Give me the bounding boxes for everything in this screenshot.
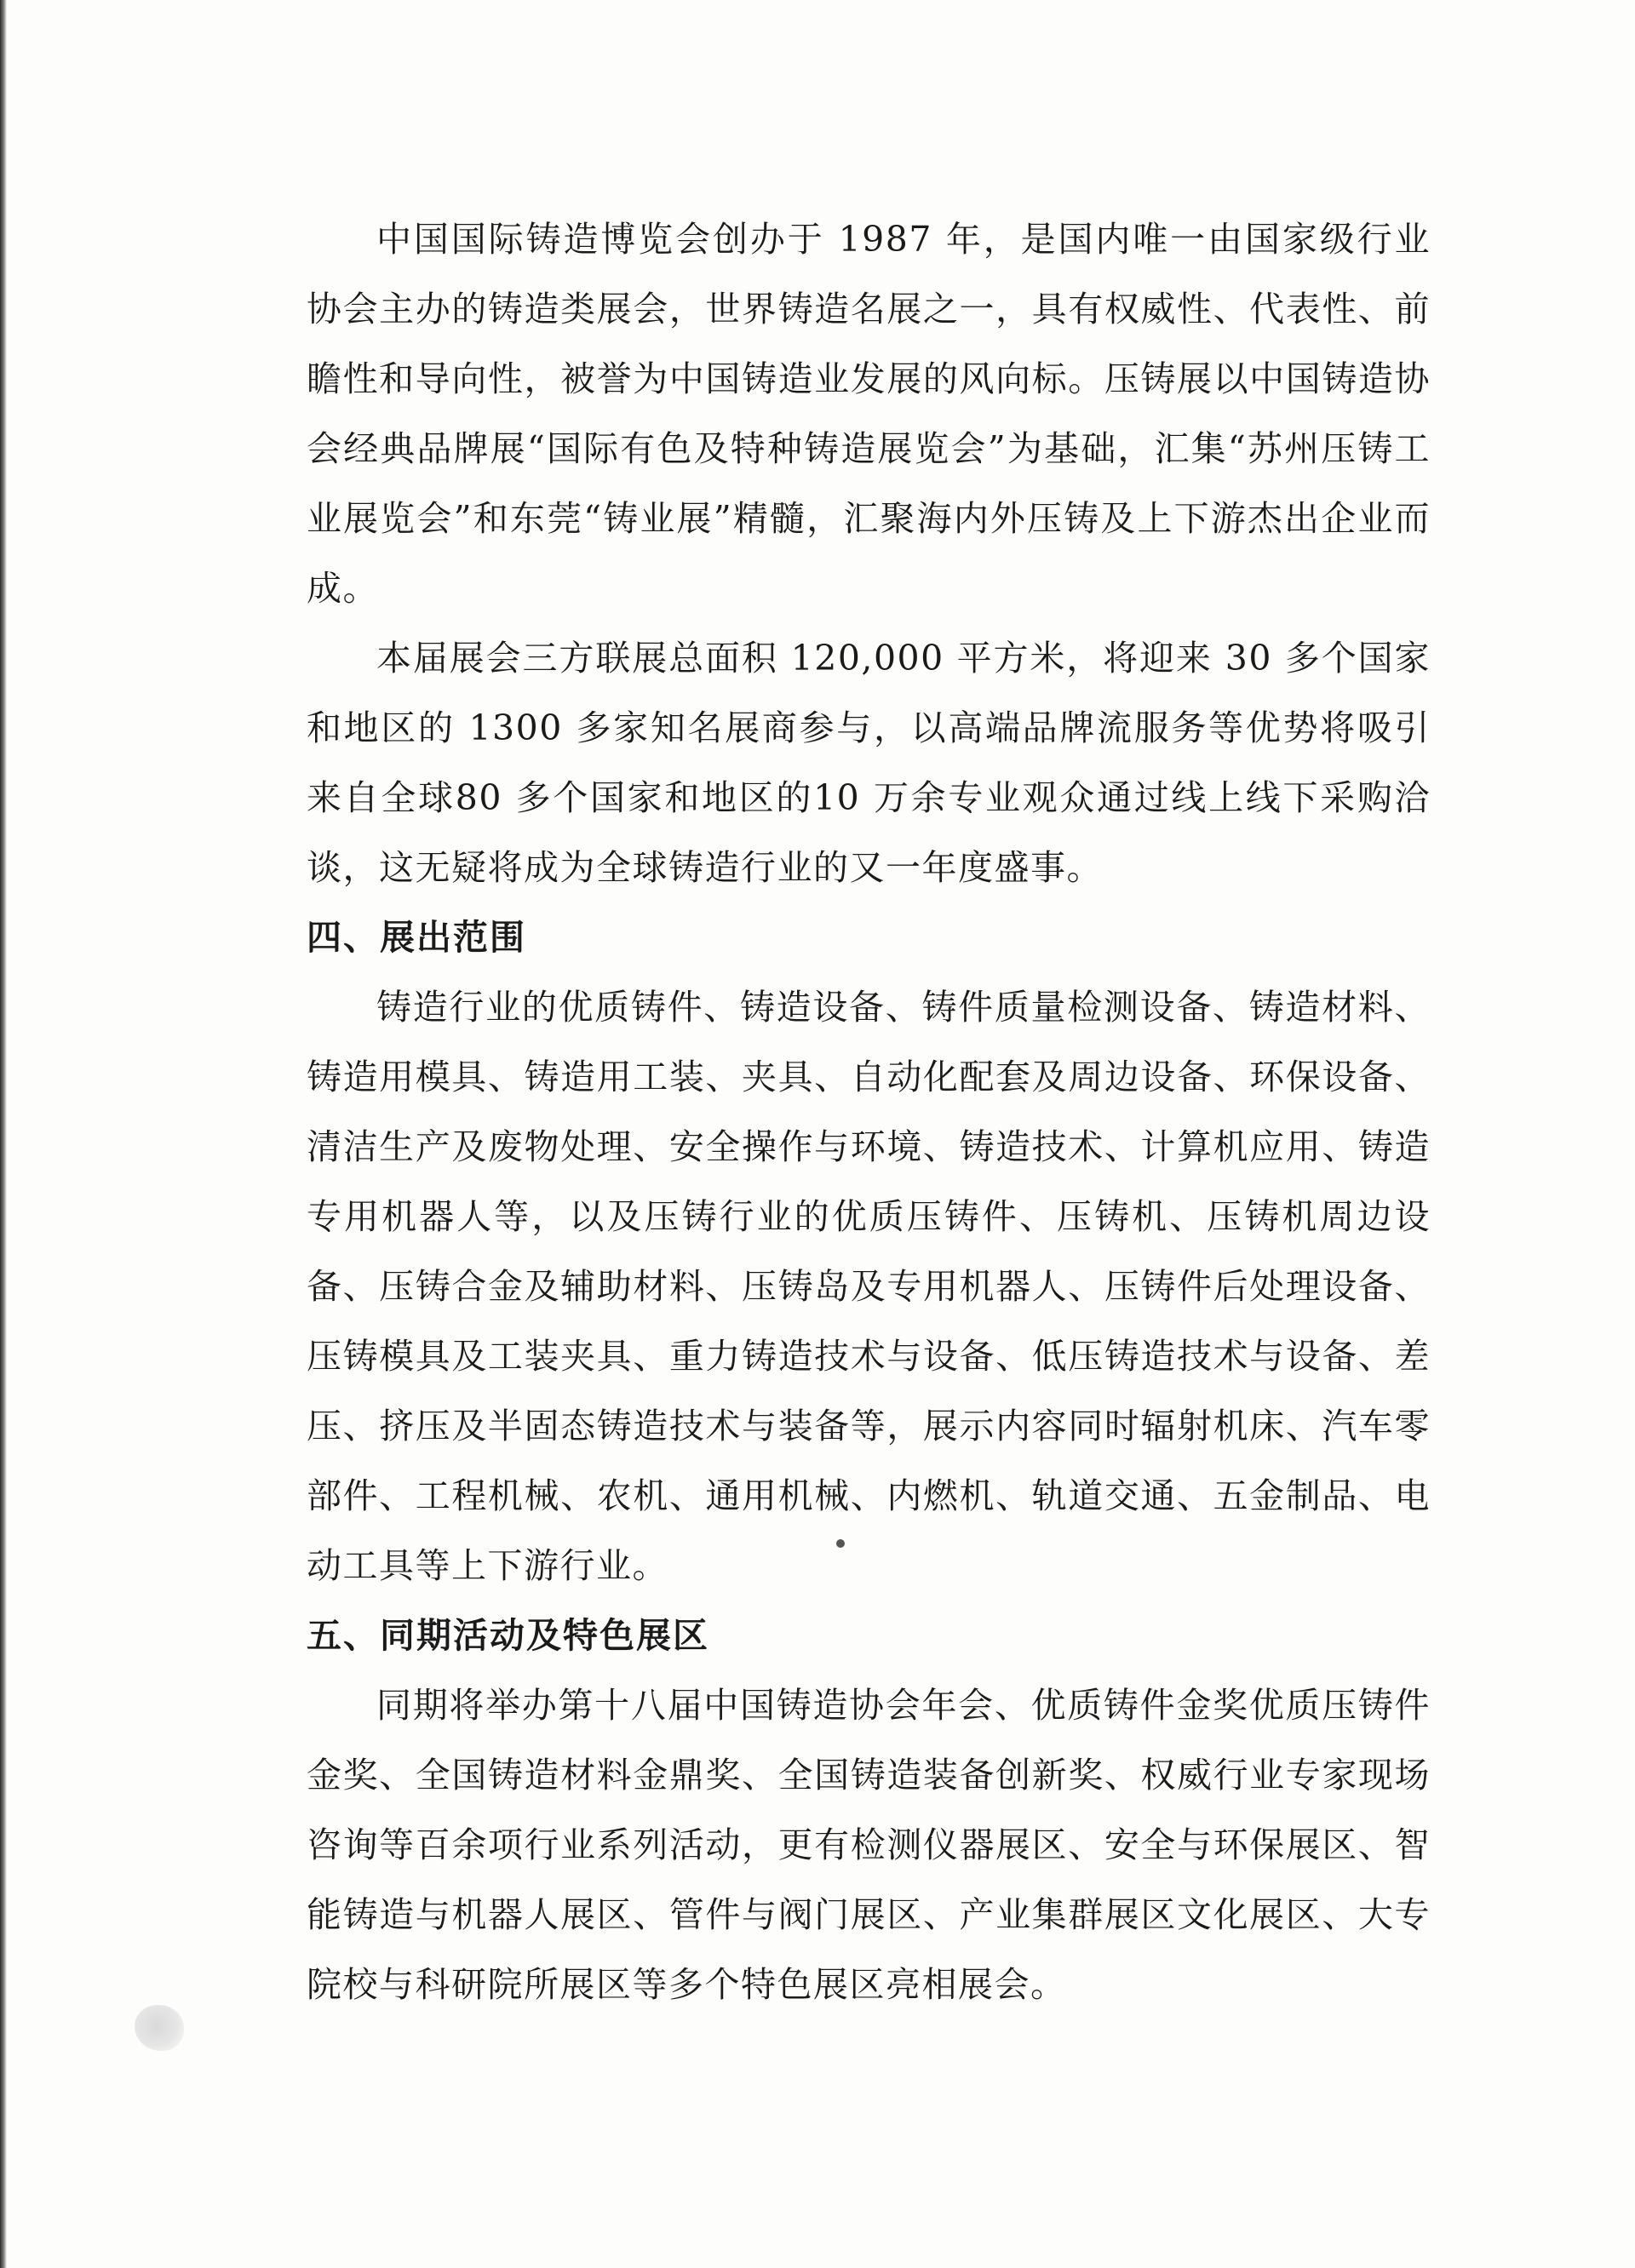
paragraph-expo-intro: 中国国际铸造博览会创办于 1987 年，是国内唯一由国家级行业协会主办的铸造类展会，世界铸造名展之一，具有权威性、代表性、前瞻性和导向性，被誉为中国铸造业发展的风向标。压铸展以中国铸造协会经典品牌展“国际有色及特种铸造展览会”为基础，汇集“苏州压铸工业展览会”和东莞“铸业展”精髓，汇聚海内外压铸及上下游杰出企业而成。: [307, 219, 1431, 609]
scan-smudge: [135, 2005, 184, 2051]
section-heading-exhibit-scope: 四、展出范围: [307, 917, 526, 958]
section-heading-concurrent-events: 五、同期活动及特色展区: [307, 1615, 709, 1656]
paragraph-expo-scale: 本届展会三方联展总面积 120,000 平方米，将迎来 30 多个国家和地区的 1300 多家知名展商参与，以高端品牌流服务等优势将吸引来自全球80 多个国家和地区的10 万余专业观众通过线上线下采购洽谈，这无疑将成为全球铸造行业的又一年度盛事。: [307, 638, 1431, 888]
scan-speck: [836, 1539, 845, 1548]
scan-edge-shadow: [0, 0, 7, 2268]
paragraph-concurrent-events: 同期将举办第十八届中国铸造协会年会、优质铸件金奖优质压铸件金奖、全国铸造材料金鼎奖、全国铸造装备创新奖、权威行业专家现场咨询等百余项行业系列活动，更有检测仪器展区、安全与环保展区、智能铸造与机器人展区、管件与阀门展区、产业集群展区文化展区、大专院校与科研院所展区等多个特色展区亮相展会。: [307, 1685, 1431, 2005]
document-body: [307, 204, 1431, 2019]
paragraph-exhibit-scope: 铸造行业的优质铸件、铸造设备、铸件质量检测设备、铸造材料、铸造用模具、铸造用工装、夹具、自动化配套及周边设备、环保设备、清洁生产及废物处理、安全操作与环境、铸造技术、计算机应用、铸造专用机器人等，以及压铸行业的优质压铸件、压铸机、压铸机周边设备、压铸合金及辅助材料、压铸岛及专用机器人、压铸件后处理设备、压铸模具及工装夹具、重力铸造技术与设备、低压铸造技术与设备、差压、挤压及半固态铸造技术与装备等，展示内容同时辐射机床、汽车零部件、工程机械、农机、通用机械、内燃机、轨道交通、五金制品、电动工具等上下游行业。: [307, 987, 1431, 1586]
